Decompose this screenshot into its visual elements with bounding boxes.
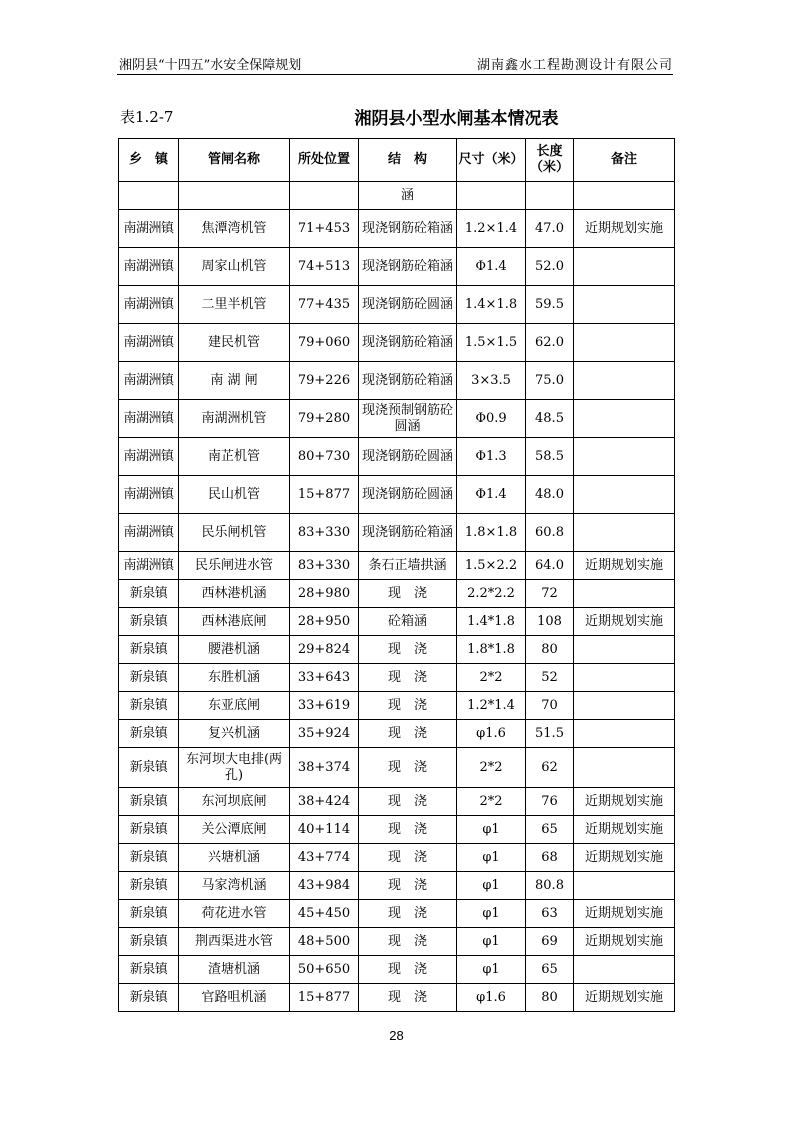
cell-name: 西林港机涵	[179, 580, 290, 608]
cell-size: φ1	[457, 928, 526, 956]
cell-note	[574, 514, 675, 552]
cell-name: 南湖洲机管	[179, 400, 290, 438]
cell-town: 南湖洲镇	[119, 248, 179, 286]
cell-structure: 现浇钢筋砼圆涵	[359, 286, 457, 324]
table-row	[119, 476, 675, 514]
table-row	[119, 664, 675, 692]
cell-structure: 现 浇	[359, 956, 457, 984]
cell-position: 43+984	[290, 872, 359, 900]
cell-size: φ1	[457, 956, 526, 984]
table-row	[119, 816, 675, 844]
cell-town: 南湖洲镇	[119, 362, 179, 400]
cell-length: 58.5	[526, 438, 574, 476]
cell-structure: 现浇钢筋砼箱涵	[359, 324, 457, 362]
table-row	[119, 286, 675, 324]
cell-length: 62	[526, 748, 574, 788]
cell-name: 马家湾机涵	[179, 872, 290, 900]
table-row	[119, 210, 675, 248]
table-row	[119, 552, 675, 580]
cell-note	[574, 636, 675, 664]
table-row	[119, 362, 675, 400]
cell-size: φ1.6	[457, 984, 526, 1012]
cell-name: 民乐闸进水管	[179, 552, 290, 580]
header-right-company: 湖南鑫水工程勘测设计有限公司	[476, 58, 673, 73]
cell-name: 东亚底闸	[179, 692, 290, 720]
cell-structure: 现浇预制钢筋砼圆涵	[359, 400, 457, 438]
cell-town	[119, 182, 179, 210]
table-row	[119, 788, 675, 816]
cell-structure: 现 浇	[359, 748, 457, 788]
cell-name: 腰港机涵	[179, 636, 290, 664]
table-title: 湘阴县小型水闸基本情况表	[354, 109, 559, 129]
cell-position: 79+060	[290, 324, 359, 362]
cell-structure: 现浇钢筋砼圆涵	[359, 438, 457, 476]
cell-length: 63	[526, 900, 574, 928]
cell-note	[574, 400, 675, 438]
cell-position: 83+330	[290, 514, 359, 552]
cell-town: 新泉镇	[119, 748, 179, 788]
col-header-name: 管闸名称	[179, 139, 290, 182]
cell-size: 1.2*1.4	[457, 692, 526, 720]
cell-town: 南湖洲镇	[119, 400, 179, 438]
cell-structure: 现浇钢筋砼箱涵	[359, 248, 457, 286]
cell-structure: 现 浇	[359, 788, 457, 816]
cell-position: 15+877	[290, 984, 359, 1012]
cell-length: 47.0	[526, 210, 574, 248]
cell-length: 48.5	[526, 400, 574, 438]
cell-structure: 砼箱涵	[359, 608, 457, 636]
cell-structure: 现 浇	[359, 664, 457, 692]
cell-position: 74+513	[290, 248, 359, 286]
cell-position: 33+619	[290, 692, 359, 720]
table-row	[119, 984, 675, 1012]
cell-note: 近期规划实施	[574, 608, 675, 636]
cell-position: 79+280	[290, 400, 359, 438]
cell-note	[574, 748, 675, 788]
cell-name: 官路咀机涵	[179, 984, 290, 1012]
table-row	[119, 608, 675, 636]
cell-size: 1.4*1.8	[457, 608, 526, 636]
cell-length: 80.8	[526, 872, 574, 900]
page-number: 28	[389, 1028, 404, 1043]
table-title-wrap	[0, 104, 793, 129]
cell-town: 新泉镇	[119, 788, 179, 816]
table-row	[119, 720, 675, 748]
cell-note: 近期规划实施	[574, 210, 675, 248]
cell-name: 兴塘机涵	[179, 844, 290, 872]
cell-note: 近期规划实施	[574, 816, 675, 844]
cell-town: 南湖洲镇	[119, 514, 179, 552]
table-row	[119, 400, 675, 438]
cell-size: 2.2*2.2	[457, 580, 526, 608]
cell-town: 新泉镇	[119, 984, 179, 1012]
table-row	[119, 438, 675, 476]
cell-note	[574, 872, 675, 900]
cell-town: 新泉镇	[119, 872, 179, 900]
cell-length: 60.8	[526, 514, 574, 552]
cell-name: 民山机管	[179, 476, 290, 514]
cell-note	[574, 720, 675, 748]
table-row	[119, 844, 675, 872]
page-header	[117, 52, 673, 75]
cell-structure: 现 浇	[359, 872, 457, 900]
cell-note	[574, 476, 675, 514]
cell-town: 新泉镇	[119, 956, 179, 984]
cell-town: 南湖洲镇	[119, 210, 179, 248]
cell-length: 51.5	[526, 720, 574, 748]
cell-structure: 现 浇	[359, 692, 457, 720]
cell-length: 72	[526, 580, 574, 608]
cell-structure: 现 浇	[359, 816, 457, 844]
table-number: 表1.2-7	[120, 108, 174, 126]
cell-name: 东河坝底闸	[179, 788, 290, 816]
cell-town: 南湖洲镇	[119, 552, 179, 580]
cell-structure: 现 浇	[359, 900, 457, 928]
table-row	[119, 636, 675, 664]
cell-note: 近期规划实施	[574, 788, 675, 816]
table-row	[119, 748, 675, 788]
cell-position: 50+650	[290, 956, 359, 984]
cell-position: 40+114	[290, 816, 359, 844]
cell-position: 79+226	[290, 362, 359, 400]
cell-town: 南湖洲镇	[119, 476, 179, 514]
cell-town: 南湖洲镇	[119, 286, 179, 324]
cell-size: φ1	[457, 844, 526, 872]
cell-size: φ1	[457, 900, 526, 928]
cell-structure: 现 浇	[359, 636, 457, 664]
cell-structure: 涵	[359, 182, 457, 210]
col-header-town: 乡 镇	[119, 139, 179, 182]
cell-structure: 条石正墙拱涵	[359, 552, 457, 580]
cell-length: 65	[526, 816, 574, 844]
cell-position: 71+453	[290, 210, 359, 248]
cell-length: 68	[526, 844, 574, 872]
cell-town: 新泉镇	[119, 608, 179, 636]
cell-length: 76	[526, 788, 574, 816]
cell-town: 新泉镇	[119, 636, 179, 664]
col-header-structure: 结 构	[359, 139, 457, 182]
cell-note	[574, 956, 675, 984]
cell-size: 1.5×1.5	[457, 324, 526, 362]
cell-note: 近期规划实施	[574, 900, 675, 928]
cell-note	[574, 438, 675, 476]
cell-structure: 现 浇	[359, 928, 457, 956]
table-row	[119, 182, 675, 210]
cell-note: 近期规划实施	[574, 984, 675, 1012]
cell-length: 52.0	[526, 248, 574, 286]
cell-structure: 现浇钢筋砼箱涵	[359, 210, 457, 248]
cell-structure: 现 浇	[359, 720, 457, 748]
cell-name	[179, 182, 290, 210]
cell-note	[574, 248, 675, 286]
cell-name: 南芷机管	[179, 438, 290, 476]
cell-note	[574, 580, 675, 608]
cell-size: 1.8*1.8	[457, 636, 526, 664]
table-row	[119, 324, 675, 362]
cell-position: 35+924	[290, 720, 359, 748]
cell-size: Φ1.3	[457, 438, 526, 476]
cell-structure: 现浇钢筋砼箱涵	[359, 514, 457, 552]
cell-length: 80	[526, 636, 574, 664]
cell-town: 新泉镇	[119, 664, 179, 692]
cell-name: 复兴机涵	[179, 720, 290, 748]
cell-note: 近期规划实施	[574, 552, 675, 580]
cell-town: 南湖洲镇	[119, 438, 179, 476]
cell-note	[574, 664, 675, 692]
table-row	[119, 514, 675, 552]
cell-structure: 现浇钢筋砼圆涵	[359, 476, 457, 514]
cell-size: Φ1.4	[457, 248, 526, 286]
header-left-title: 湘阴县“十四五”水安全保障规划	[119, 58, 302, 73]
cell-note	[574, 692, 675, 720]
col-header-position: 所处位置	[290, 139, 359, 182]
cell-size: φ1	[457, 816, 526, 844]
cell-town: 新泉镇	[119, 692, 179, 720]
cell-town: 新泉镇	[119, 900, 179, 928]
cell-length: 48.0	[526, 476, 574, 514]
cell-structure: 现 浇	[359, 580, 457, 608]
cell-name: 荆西渠进水管	[179, 928, 290, 956]
cell-structure: 现浇钢筋砼箱涵	[359, 362, 457, 400]
table-row	[119, 900, 675, 928]
table-header-row	[119, 139, 675, 182]
cell-size: 3×3.5	[457, 362, 526, 400]
cell-name: 东河坝大电排(两孔)	[179, 748, 290, 788]
cell-position: 28+950	[290, 608, 359, 636]
cell-size: 1.4×1.8	[457, 286, 526, 324]
table-row	[119, 580, 675, 608]
cell-name: 周家山机管	[179, 248, 290, 286]
cell-size: Φ1.4	[457, 476, 526, 514]
table-row	[119, 956, 675, 984]
cell-length: 52	[526, 664, 574, 692]
cell-name: 西林港底闸	[179, 608, 290, 636]
cell-name: 关公潭底闸	[179, 816, 290, 844]
cell-size: 1.2×1.4	[457, 210, 526, 248]
cell-note	[574, 324, 675, 362]
cell-size: 1.5×2.2	[457, 552, 526, 580]
cell-position: 15+877	[290, 476, 359, 514]
cell-town: 新泉镇	[119, 580, 179, 608]
cell-position: 48+500	[290, 928, 359, 956]
cell-length: 108	[526, 608, 574, 636]
cell-note: 近期规划实施	[574, 844, 675, 872]
cell-name: 东胜机涵	[179, 664, 290, 692]
cell-note: 近期规划实施	[574, 928, 675, 956]
cell-town: 南湖洲镇	[119, 324, 179, 362]
sluice-table	[118, 138, 675, 1012]
cell-name: 荷花进水管	[179, 900, 290, 928]
cell-name: 南 湖 闸	[179, 362, 290, 400]
cell-town: 新泉镇	[119, 844, 179, 872]
cell-length: 65	[526, 956, 574, 984]
cell-size: 2*2	[457, 664, 526, 692]
cell-size	[457, 182, 526, 210]
cell-length: 62.0	[526, 324, 574, 362]
cell-size: φ1.6	[457, 720, 526, 748]
cell-position	[290, 182, 359, 210]
col-header-length: 长度（米）	[526, 139, 574, 182]
col-header-note: 备注	[574, 139, 675, 182]
cell-size: 1.8×1.8	[457, 514, 526, 552]
cell-position: 45+450	[290, 900, 359, 928]
table-row	[119, 248, 675, 286]
table-row	[119, 692, 675, 720]
cell-town: 新泉镇	[119, 928, 179, 956]
cell-position: 77+435	[290, 286, 359, 324]
cell-position: 28+980	[290, 580, 359, 608]
cell-structure: 现 浇	[359, 984, 457, 1012]
cell-size: Φ0.9	[457, 400, 526, 438]
col-header-size: 尺寸（米）	[457, 139, 526, 182]
cell-length: 70	[526, 692, 574, 720]
cell-town: 新泉镇	[119, 816, 179, 844]
cell-note	[574, 182, 675, 210]
cell-name: 民乐闸机管	[179, 514, 290, 552]
cell-size: φ1	[457, 872, 526, 900]
cell-position: 80+730	[290, 438, 359, 476]
cell-length	[526, 182, 574, 210]
cell-length: 75.0	[526, 362, 574, 400]
cell-length: 64.0	[526, 552, 574, 580]
cell-position: 83+330	[290, 552, 359, 580]
cell-position: 38+374	[290, 748, 359, 788]
table-row	[119, 928, 675, 956]
cell-size: 2*2	[457, 788, 526, 816]
cell-length: 80	[526, 984, 574, 1012]
cell-note	[574, 362, 675, 400]
cell-length: 69	[526, 928, 574, 956]
cell-length: 59.5	[526, 286, 574, 324]
cell-position: 29+824	[290, 636, 359, 664]
cell-name: 焦潭湾机管	[179, 210, 290, 248]
cell-size: 2*2	[457, 748, 526, 788]
cell-position: 43+774	[290, 844, 359, 872]
table-row	[119, 872, 675, 900]
cell-structure: 现 浇	[359, 844, 457, 872]
cell-name: 二里半机管	[179, 286, 290, 324]
cell-town: 新泉镇	[119, 720, 179, 748]
cell-position: 33+643	[290, 664, 359, 692]
cell-name: 渣塘机涵	[179, 956, 290, 984]
cell-note	[574, 286, 675, 324]
cell-name: 建民机管	[179, 324, 290, 362]
cell-position: 38+424	[290, 788, 359, 816]
